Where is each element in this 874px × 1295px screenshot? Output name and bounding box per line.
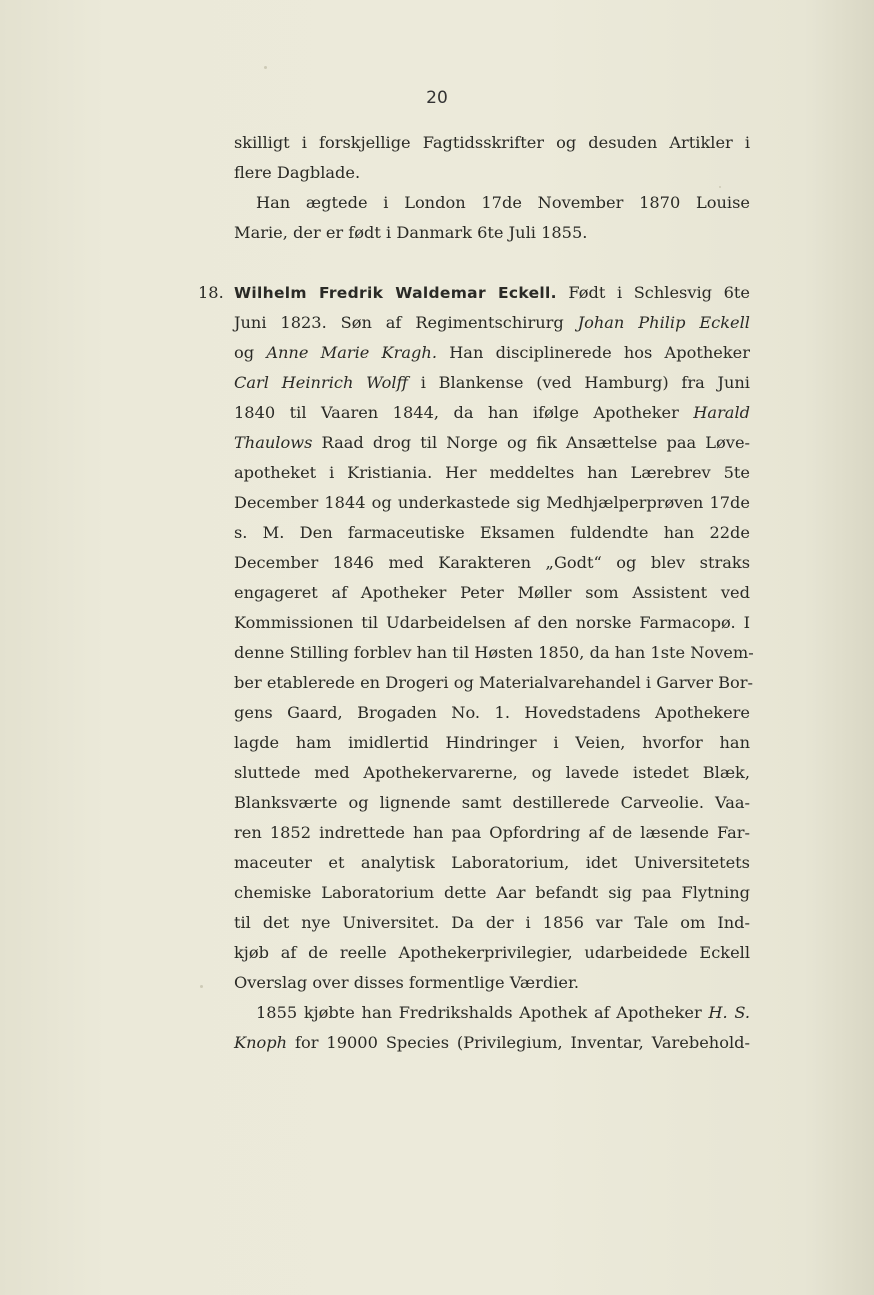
text-line — [256, 998, 750, 1028]
text-line: December 1844 og underkastede sig Medhjælperprøven 17de — [234, 493, 750, 512]
text-line: Kommissionen til Udarbeidelsen af den norske Farmacopø. I — [234, 613, 750, 632]
text-line — [234, 338, 750, 368]
text-line: denne Stilling forblev han til Høsten 1850, da han 1ste Novem- — [234, 643, 754, 662]
text-line — [234, 398, 750, 428]
text-line: til det nye Universitet. Da der i 1856 var Tale om Ind- — [234, 913, 750, 932]
text-line: Blanksværte og lignende samt destillerede Carveolie. Vaa- — [234, 793, 750, 812]
text-fragment: og — [234, 343, 255, 362]
text-line: s. M. Den farmaceutiske Eksamen fuldendte han 22de — [234, 523, 750, 542]
text-line: kjøb af de reelle Apothekerprivilegier, udarbeidede Eckell — [234, 943, 750, 962]
text-line: gens Gaard, Brogaden No. 1. Hovedstadens Apothekere — [234, 703, 750, 722]
text-line: ber etablerede en Drogeri og Materialvarehandel i Garver Bor- — [234, 673, 753, 692]
paper-speck — [264, 66, 267, 69]
text-fragment: Han disciplinerede hos Apotheker — [449, 343, 750, 362]
text-line: lagde ham imidlertid Hindringer i Veien, hvorfor han — [234, 733, 750, 752]
text-line: December 1846 med Karakteren „Godt“ og blev straks — [234, 553, 750, 572]
text-line: Han ægtede i London 17de November 1870 Louise — [256, 193, 750, 212]
text-line — [234, 308, 750, 338]
entry-number: 18. — [198, 283, 224, 302]
text-line — [234, 368, 750, 398]
text-fragment: 1855 kjøbte han Fredrikshalds Apothek af Apotheker — [256, 1003, 702, 1022]
text-line: ren 1852 indrettede han paa Opfordring af de læsende Far- — [234, 823, 750, 842]
paper-speck — [200, 985, 203, 988]
text-line: apotheket i Kristiania. Her meddeltes han Lærebrev 5te — [234, 463, 750, 482]
text-line: chemiske Laboratorium dette Aar befandt sig paa Flytning — [234, 883, 750, 902]
text-line: Marie, der er født i Danmark 6te Juli 1855. — [234, 223, 588, 242]
entry-heading-line — [234, 278, 750, 308]
text-fragment: Født i Schlesvig 6te — [568, 283, 750, 302]
entry-name: Wilhelm Fredrik Waldemar Eckell. — [234, 284, 557, 302]
text-line: skilligt i forskjellige Fagtidsskrifter og desuden Artikler i — [234, 133, 750, 152]
text-fragment: for 19000 Species (Privilegium, Inventar, Varebehold- — [295, 1033, 750, 1052]
italic-name: Knoph — [234, 1033, 288, 1052]
page-number: 20 — [426, 88, 448, 108]
text-line — [234, 428, 750, 458]
italic-name: Thaulows — [234, 433, 313, 452]
text-line: engageret af Apotheker Peter Møller som Assistent ved — [234, 583, 750, 602]
italic-name: Harald — [693, 403, 750, 422]
text-line: flere Dagblade. — [234, 163, 361, 182]
italic-name: Carl Heinrich Wolff — [234, 373, 409, 392]
text-line — [234, 1028, 750, 1058]
italic-name: Anne Marie Kragh. — [266, 343, 437, 362]
text-line: Overslag over disses formentlige Værdier. — [234, 973, 580, 992]
text-line: sluttede med Apothekervarerne, og lavede istedet Blæk, — [234, 763, 750, 782]
text-fragment: Raad drog til Norge og fik Ansættelse paa Løve- — [321, 433, 750, 452]
italic-name: Johan Philip Eckell — [577, 313, 750, 332]
text-fragment: i Blankense (ved Hamburg) fra Juni — [420, 373, 750, 392]
text-fragment: 1840 til Vaaren 1844, da han ifølge Apotheker — [234, 403, 679, 422]
text-fragment: Juni 1823. Søn af Regimentschirurg — [234, 313, 564, 332]
italic-name: H. S. — [708, 1003, 750, 1022]
text-line: maceuter et analytisk Laboratorium, idet Universitetets — [234, 853, 750, 872]
